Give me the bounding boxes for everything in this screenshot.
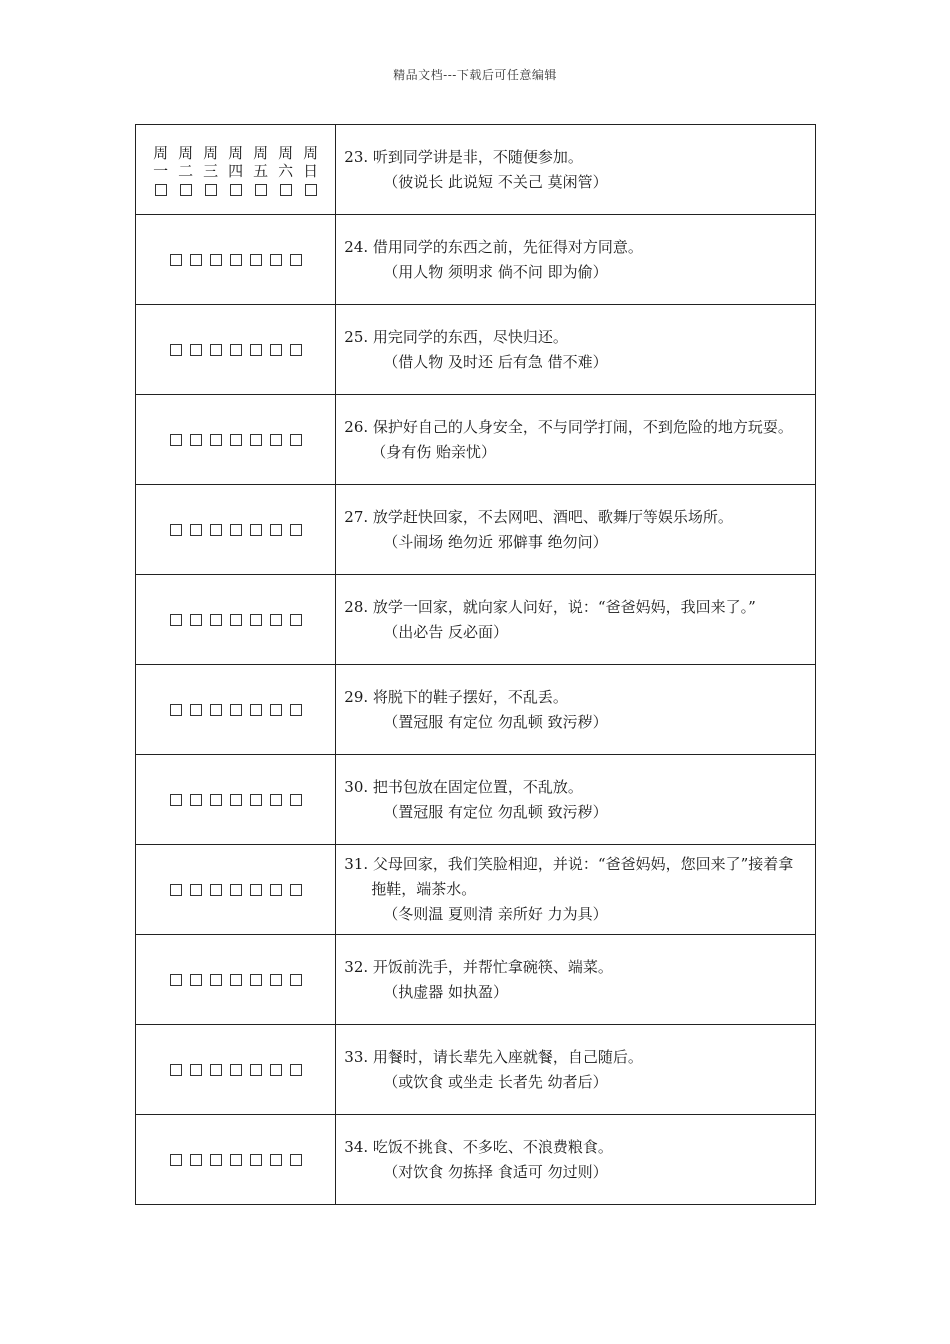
checklist-row xyxy=(136,755,816,845)
day-checkbox[interactable] xyxy=(205,184,217,196)
day-checkbox[interactable] xyxy=(190,524,202,536)
classical-quote: （置冠服 有定位 勿乱顿 致污秽） xyxy=(383,802,608,821)
day-checkbox[interactable] xyxy=(210,884,222,896)
day-checkbox[interactable] xyxy=(250,434,262,446)
classical-quote: （置冠服 有定位 勿乱顿 致污秽） xyxy=(383,712,608,731)
weekday-checkbox-cell xyxy=(136,1115,336,1205)
classical-quote: （对饮食 勿拣择 食适可 勿过则） xyxy=(383,1162,608,1181)
behavior-item-cell xyxy=(336,1115,816,1205)
day-checkbox-row xyxy=(136,524,335,536)
checklist-row xyxy=(136,395,816,485)
day-checkbox[interactable] xyxy=(270,974,282,986)
behavior-item-text: 32. 开饭前洗手，并帮忙拿碗筷、端菜。 xyxy=(344,957,613,976)
day-checkbox[interactable] xyxy=(170,344,182,356)
behavior-item-text: 33. 用餐时，请长辈先入座就餐，自己随后。 xyxy=(344,1047,643,1066)
weekday-label-bottom: 三 xyxy=(203,161,219,180)
checklist-row xyxy=(136,125,816,215)
day-checkbox[interactable] xyxy=(210,974,222,986)
weekday-checkbox-cell xyxy=(136,395,336,485)
day-checkbox[interactable] xyxy=(230,1064,242,1076)
checklist-row xyxy=(136,1115,816,1205)
behavior-item-text: 25. 用完同学的东西，尽快归还。 xyxy=(344,327,568,346)
classical-quote: （彼说长 此说短 不关己 莫闲管） xyxy=(383,172,608,191)
day-checkbox[interactable] xyxy=(250,974,262,986)
day-checkbox[interactable] xyxy=(305,184,317,196)
behavior-item-cell xyxy=(336,485,816,575)
day-checkbox[interactable] xyxy=(210,434,222,446)
weekday-header xyxy=(136,144,335,196)
day-checkbox-row xyxy=(136,704,335,716)
day-checkbox[interactable] xyxy=(210,704,222,716)
day-checkbox[interactable] xyxy=(230,974,242,986)
classical-quote: （斗闹场 绝勿近 邪僻事 绝勿问） xyxy=(383,532,608,551)
checklist-row xyxy=(136,215,816,305)
weekday-label-bottom: 六 xyxy=(278,161,294,180)
checklist-row xyxy=(136,575,816,665)
day-checkbox[interactable] xyxy=(170,1154,182,1166)
weekday-checkbox-cell xyxy=(136,935,336,1025)
checklist-row xyxy=(136,1025,816,1115)
weekday-label-bottom: 日 xyxy=(303,161,319,180)
day-checkbox[interactable] xyxy=(270,344,282,356)
day-checkbox[interactable] xyxy=(230,434,242,446)
weekday-column xyxy=(176,144,196,196)
day-checkbox[interactable] xyxy=(270,1064,282,1076)
behavior-item-text: 29. 将脱下的鞋子摆好，不乱丢。 xyxy=(344,687,568,706)
behavior-item-text: 26. 保护好自己的人身安全，不与同学打闹，不到危险的地方玩耍。（身有伤 贻亲忧） xyxy=(344,417,793,461)
behavior-checklist-table xyxy=(135,124,816,1205)
day-checkbox-row xyxy=(136,344,335,356)
day-checkbox[interactable] xyxy=(290,344,302,356)
day-checkbox[interactable] xyxy=(210,344,222,356)
weekday-checkbox-cell xyxy=(136,215,336,305)
day-checkbox[interactable] xyxy=(190,1064,202,1076)
day-checkbox[interactable] xyxy=(210,1154,222,1166)
day-checkbox[interactable] xyxy=(170,614,182,626)
weekday-label-bottom: 五 xyxy=(253,161,269,180)
behavior-item-cell xyxy=(336,845,816,935)
day-checkbox[interactable] xyxy=(190,614,202,626)
behavior-item-cell xyxy=(336,305,816,395)
day-checkbox[interactable] xyxy=(290,974,302,986)
day-checkbox[interactable] xyxy=(290,614,302,626)
day-checkbox[interactable] xyxy=(230,254,242,266)
day-checkbox[interactable] xyxy=(170,434,182,446)
behavior-item-cell xyxy=(336,575,816,665)
behavior-item-cell xyxy=(336,1025,816,1115)
day-checkbox[interactable] xyxy=(190,254,202,266)
checklist-row xyxy=(136,665,816,755)
day-checkbox[interactable] xyxy=(190,974,202,986)
behavior-item-text: 23. 听到同学讲是非，不随便参加。 xyxy=(344,147,583,166)
day-checkbox[interactable] xyxy=(210,254,222,266)
day-checkbox[interactable] xyxy=(250,794,262,806)
day-checkbox[interactable] xyxy=(230,614,242,626)
day-checkbox[interactable] xyxy=(250,254,262,266)
day-checkbox[interactable] xyxy=(250,1064,262,1076)
classical-quote: （用人物 须明求 倘不问 即为偷） xyxy=(383,262,608,281)
weekday-column xyxy=(201,144,221,196)
behavior-item-text: 34. 吃饭不挑食、不多吃、不浪费粮食。 xyxy=(344,1137,613,1156)
day-checkbox[interactable] xyxy=(290,434,302,446)
day-checkbox[interactable] xyxy=(290,794,302,806)
behavior-item-cell xyxy=(336,125,816,215)
behavior-item-cell xyxy=(336,665,816,755)
weekday-checkbox-cell xyxy=(136,125,336,215)
weekday-column xyxy=(151,144,171,196)
day-checkbox[interactable] xyxy=(230,884,242,896)
weekday-label-top: 周 xyxy=(228,143,244,162)
classical-quote: （出必告 反必面） xyxy=(383,622,509,641)
weekday-column xyxy=(251,144,271,196)
classical-quote: （执虚器 如执盈） xyxy=(383,982,509,1001)
weekday-column xyxy=(276,144,296,196)
day-checkbox[interactable] xyxy=(270,434,282,446)
day-checkbox[interactable] xyxy=(290,1154,302,1166)
weekday-checkbox-cell xyxy=(136,665,336,755)
day-checkbox[interactable] xyxy=(190,704,202,716)
weekday-label-bottom: 四 xyxy=(228,161,244,180)
day-checkbox[interactable] xyxy=(190,794,202,806)
day-checkbox[interactable] xyxy=(190,1154,202,1166)
day-checkbox[interactable] xyxy=(190,434,202,446)
day-checkbox[interactable] xyxy=(210,614,222,626)
behavior-item-text: 31. 父母回家，我们笑脸相迎，并说：“爸爸妈妈，您回来了”接着拿拖鞋，端茶水。 xyxy=(344,855,794,898)
day-checkbox[interactable] xyxy=(290,1064,302,1076)
behavior-item-cell xyxy=(336,755,816,845)
weekday-checkbox-cell xyxy=(136,1025,336,1115)
day-checkbox[interactable] xyxy=(180,184,192,196)
checklist-row xyxy=(136,305,816,395)
day-checkbox[interactable] xyxy=(170,524,182,536)
day-checkbox[interactable] xyxy=(280,184,292,196)
day-checkbox[interactable] xyxy=(170,974,182,986)
day-checkbox[interactable] xyxy=(230,524,242,536)
day-checkbox[interactable] xyxy=(270,524,282,536)
day-checkbox[interactable] xyxy=(290,524,302,536)
behavior-item-text: 24. 借用同学的东西之前，先征得对方同意。 xyxy=(344,237,643,256)
weekday-column xyxy=(301,144,321,196)
day-checkbox[interactable] xyxy=(270,1154,282,1166)
day-checkbox-row xyxy=(136,974,335,986)
behavior-item-text: 27. 放学赶快回家，不去网吧、酒吧、歌舞厅等娱乐场所。 xyxy=(344,507,733,526)
day-checkbox[interactable] xyxy=(270,794,282,806)
day-checkbox[interactable] xyxy=(250,524,262,536)
weekday-checkbox-cell xyxy=(136,755,336,845)
day-checkbox[interactable] xyxy=(170,704,182,716)
day-checkbox[interactable] xyxy=(170,884,182,896)
day-checkbox[interactable] xyxy=(250,884,262,896)
day-checkbox[interactable] xyxy=(250,614,262,626)
day-checkbox[interactable] xyxy=(290,704,302,716)
day-checkbox[interactable] xyxy=(170,794,182,806)
day-checkbox[interactable] xyxy=(170,1064,182,1076)
checklist-row xyxy=(136,845,816,935)
day-checkbox[interactable] xyxy=(190,884,202,896)
classical-quote: （冬则温 夏则清 亲所好 力为具） xyxy=(383,905,608,923)
day-checkbox[interactable] xyxy=(290,254,302,266)
day-checkbox[interactable] xyxy=(255,184,267,196)
day-checkbox-row xyxy=(136,614,335,626)
behavior-item-cell xyxy=(336,935,816,1025)
weekday-label-bottom: 一 xyxy=(153,161,169,180)
weekday-checkbox-cell xyxy=(136,305,336,395)
day-checkbox-row xyxy=(136,1154,335,1166)
day-checkbox[interactable] xyxy=(270,704,282,716)
weekday-label-top: 周 xyxy=(153,143,169,162)
day-checkbox[interactable] xyxy=(210,794,222,806)
classical-quote: （借人物 及时还 后有急 借不难） xyxy=(383,352,608,371)
day-checkbox-row xyxy=(136,434,335,446)
weekday-label-top: 周 xyxy=(303,143,319,162)
day-checkbox[interactable] xyxy=(250,1154,262,1166)
weekday-label-top: 周 xyxy=(203,143,219,162)
weekday-label-top: 周 xyxy=(253,143,269,162)
classical-quote: （或饮食 或坐走 长者先 幼者后） xyxy=(383,1072,608,1091)
day-checkbox[interactable] xyxy=(270,884,282,896)
weekday-checkbox-cell xyxy=(136,575,336,665)
page-header: 精品文档---下载后可任意编辑 xyxy=(393,68,557,82)
behavior-item-text: 28. 放学一回家，就向家人问好，说：“爸爸妈妈，我回来了。” xyxy=(344,597,756,616)
day-checkbox[interactable] xyxy=(210,1064,222,1076)
day-checkbox[interactable] xyxy=(230,184,242,196)
day-checkbox[interactable] xyxy=(230,344,242,356)
day-checkbox[interactable] xyxy=(190,344,202,356)
day-checkbox-row xyxy=(136,1064,335,1076)
behavior-item-text: 30. 把书包放在固定位置，不乱放。 xyxy=(344,777,583,796)
behavior-item-cell xyxy=(336,395,816,485)
weekday-label-bottom: 二 xyxy=(178,161,194,180)
weekday-checkbox-cell xyxy=(136,845,336,935)
day-checkbox[interactable] xyxy=(155,184,167,196)
day-checkbox[interactable] xyxy=(230,704,242,716)
day-checkbox-row xyxy=(136,254,335,266)
day-checkbox[interactable] xyxy=(250,344,262,356)
weekday-label-top: 周 xyxy=(178,143,194,162)
day-checkbox[interactable] xyxy=(170,254,182,266)
weekday-label-top: 周 xyxy=(278,143,294,162)
day-checkbox[interactable] xyxy=(210,524,222,536)
day-checkbox[interactable] xyxy=(250,704,262,716)
day-checkbox-row xyxy=(136,794,335,806)
day-checkbox[interactable] xyxy=(230,1154,242,1166)
checklist-row xyxy=(136,485,816,575)
weekday-checkbox-cell xyxy=(136,485,336,575)
day-checkbox[interactable] xyxy=(290,884,302,896)
behavior-item-cell xyxy=(336,215,816,305)
day-checkbox[interactable] xyxy=(270,254,282,266)
day-checkbox[interactable] xyxy=(230,794,242,806)
day-checkbox[interactable] xyxy=(270,614,282,626)
checklist-row xyxy=(136,935,816,1025)
day-checkbox-row xyxy=(136,884,335,896)
weekday-column xyxy=(226,144,246,196)
